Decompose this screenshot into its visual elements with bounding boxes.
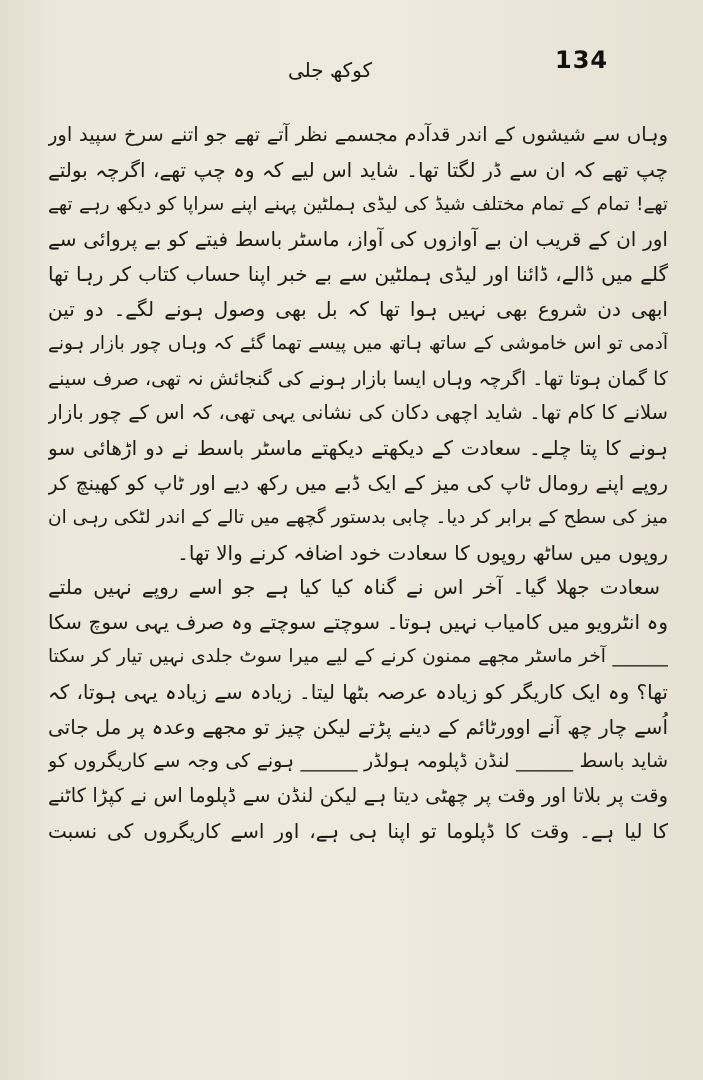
text-line: میز کی سطح کے برابر کر دیا۔ چابی بدستور گچھے میں تالے کے اندر لٹکی رہی ان <box>48 506 668 528</box>
text-line: ______ آخر ماسٹر مجھے ممنون کرنے کے لیے میرا سوٹ جلدی نہیں تیار کر سکتا <box>48 645 668 667</box>
text-line: روپے اپنے رومال ٹاپ کی میز کے ایک ڈبے میں رکھ دیے اور ٹاپ کو کھینچ کر <box>48 470 668 495</box>
text-line: کا لیا ہے۔ وقت کا ڈپلوما تو اپنا ہی ہے، اور اسے کاریگروں کی نسبت <box>48 818 668 843</box>
text-line: سعادت جھلا گیا۔ آخر اس نے گناہ کیا کیا ہے جو اسے روپے نہیں ملتے <box>48 575 660 600</box>
text-line: وہاں سے شیشوں کے اندر قدآدم مجسمے نظر آتے تھے جو اتنے سرخ سپید اور <box>48 123 668 146</box>
text-line: کا گمان ہوتا تھا۔ اگرچہ وہاں ایسا بازار ہونے کی گنجائش نہ تھی، صرف سینے <box>48 367 668 390</box>
text-line: آدمی تو اس خاموشی کے ساتھ ہاتھ میں پیسے تھما گئے کہ وہاں چور بازار ہونے <box>48 332 668 354</box>
running-head-title: کوکھ جلی <box>287 58 373 82</box>
text-line: تھے! تمام کے تمام مختلف شیڈ کی لیڈی ہملٹین پہنے اپنے سراپا کو دیکھ رہے تھے <box>48 193 668 215</box>
text-line: ابھی دن شروع بھی نہیں ہوا تھا کہ بل بھی وصول ہونے لگے۔ دو تین <box>48 296 668 321</box>
page-number: 134 <box>555 46 609 74</box>
text-line: گلے میں ڈالے، ڈائنا اور لیڈی ہملٹین سے بے خبر اپنا حساب کتاب کر رہا تھا <box>48 262 668 287</box>
body-text <box>48 118 668 849</box>
text-line: وقت پر بلاتا اور وقت پر چھٹی دیتا ہے لیکن لنڈن سے ڈپلوما اس نے کپڑا کاٹنے <box>48 784 668 808</box>
text-line: اور ان کے قریب ان بے آوازوں کی آواز، ماسٹر باسط فیتے کو بے پروائی سے <box>48 227 668 252</box>
text-line: روپوں میں ساٹھ روپوں کا سعادت خود اضافہ کرنے والا تھا۔ <box>177 540 668 565</box>
text-line: وہ انٹرویو میں کامیاب نہیں ہوتا۔ سوچتے سوچتے وہ صرف یہی سوچ سکا <box>48 610 668 635</box>
text-line: ہونے کا پتا چلے۔ سعادت کے دیکھتے دیکھتے ماسٹر باسط نے دو اڑھائی سو <box>48 436 668 461</box>
text-line: شاید باسط ______ لنڈن ڈپلومہ ہولڈر ______ ہونے کی وجہ سے کاریگروں کو <box>48 750 668 773</box>
text-line: اُسے چار چھ آنے اوورٹائم کے دینے پڑتے لیکن چیز تو مجھے وعدہ پر مل جاتی <box>48 714 668 739</box>
text-line: چپ تھے کہ ان سے ڈر لگتا تھا۔ شاید اس لیے کہ وہ چپ تھے، اگرچہ بولتے <box>48 157 668 182</box>
text-line: تھا؟ وہ ایک کاریگر کو زیادہ عرصہ بٹھا لیتا۔ زیادہ سے زیادہ یہی ہوتا، کہ <box>48 679 668 704</box>
text-line: سلانے کا کام تھا۔ شاید اچھی دکان کی نشانی یہی تھی، کہ اس کے چور بازار <box>48 401 668 425</box>
